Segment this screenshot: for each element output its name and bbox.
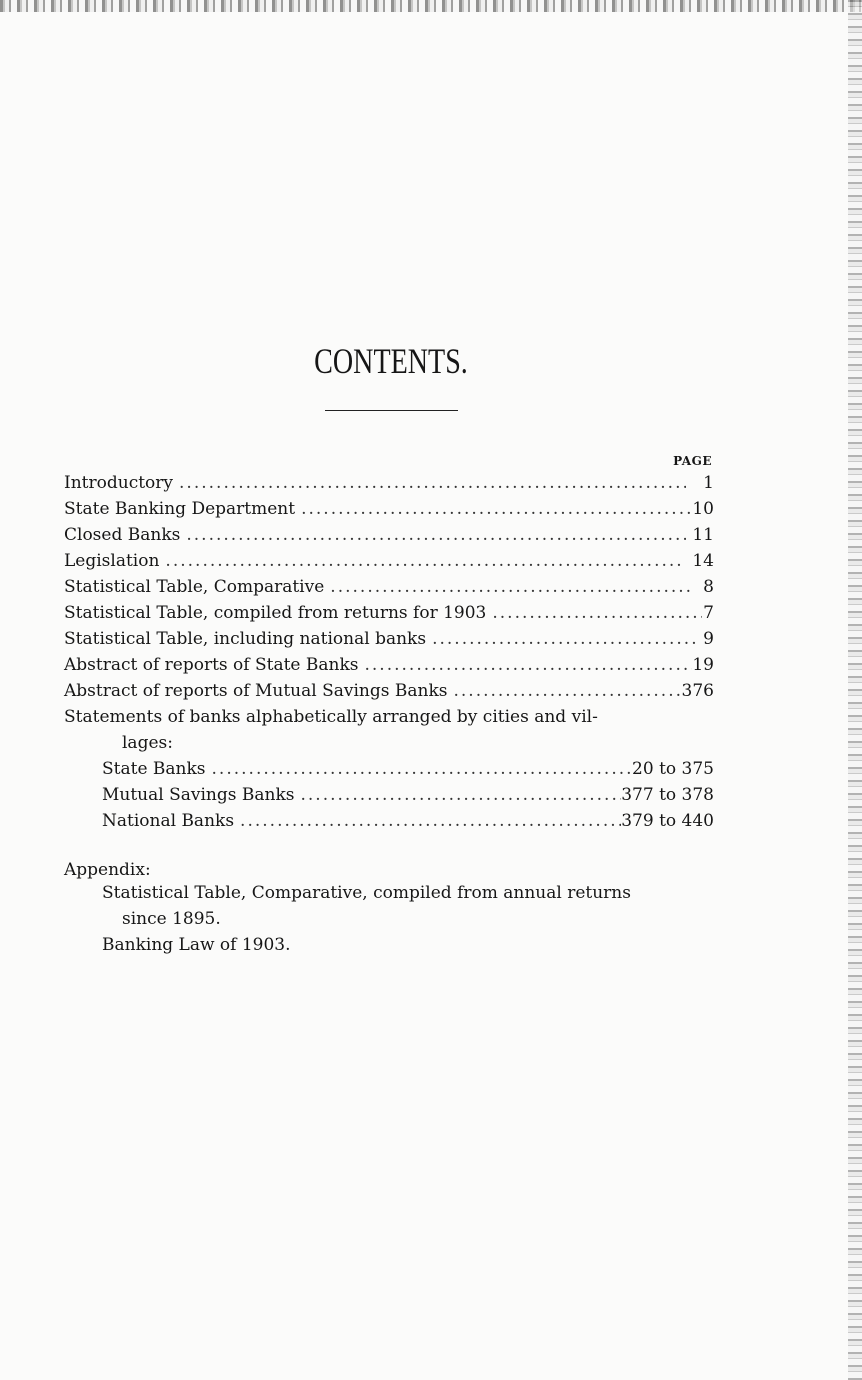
toc-subentry bbox=[64, 782, 714, 808]
dot-leader bbox=[330, 574, 693, 600]
dot-leader bbox=[301, 496, 692, 522]
appendix-heading: Appendix: bbox=[64, 860, 151, 880]
toc-entry-label: Legislation bbox=[64, 551, 160, 571]
toc-entry-page: 10 bbox=[692, 499, 714, 519]
toc-entry-page: 14 bbox=[692, 551, 714, 571]
toc-entry-page-range: 20 to 375 bbox=[632, 759, 714, 779]
dot-leader bbox=[365, 652, 693, 678]
toc-entry-label: Introductory bbox=[64, 473, 174, 493]
toc-entry-page: 9 bbox=[703, 629, 714, 649]
toc-entry-page: 376 bbox=[681, 681, 714, 701]
toc-entry-label: National Banks bbox=[102, 811, 235, 831]
appendix-item-continuation: since 1895. bbox=[122, 909, 221, 929]
toc-entry-page-range: 377 to 378 bbox=[621, 785, 714, 805]
toc-entry-page: 7 bbox=[703, 603, 714, 623]
toc-entry bbox=[64, 626, 714, 652]
toc-entry-page: 8 bbox=[703, 577, 714, 597]
toc-entry bbox=[64, 522, 714, 548]
scanned-right-edge bbox=[848, 0, 862, 1380]
toc-entry bbox=[64, 600, 714, 626]
toc-entry-page: 1 bbox=[703, 473, 714, 493]
toc-subentry bbox=[64, 756, 714, 782]
dot-leader bbox=[212, 756, 633, 782]
toc-entry bbox=[64, 548, 714, 574]
appendix-section bbox=[64, 860, 714, 958]
toc-entry bbox=[64, 652, 714, 678]
dot-leader bbox=[165, 548, 684, 574]
dot-leader bbox=[186, 522, 686, 548]
toc-entry-label: Abstract of reports of Mutual Savings Banks bbox=[64, 681, 448, 701]
dot-leader bbox=[240, 808, 621, 834]
toc-entry-label: Statistical Table, compiled from returns for 1903 bbox=[64, 603, 487, 623]
dot-leader bbox=[492, 600, 702, 626]
toc-entry-page-range: 379 to 440 bbox=[621, 811, 714, 831]
appendix-item bbox=[64, 880, 714, 932]
dot-leader bbox=[301, 782, 622, 808]
toc-entry-label: State Banking Department bbox=[64, 499, 296, 519]
appendix-item: Banking Law of 1903. bbox=[102, 935, 291, 955]
toc-entry-label: Statistical Table, Comparative bbox=[64, 577, 325, 597]
toc-entry-label: Closed Banks bbox=[64, 525, 181, 545]
toc-entry-page: 11 bbox=[692, 525, 714, 545]
statements-heading bbox=[64, 704, 714, 756]
toc-entry bbox=[64, 574, 714, 600]
toc-entry bbox=[64, 678, 714, 704]
title-rule bbox=[325, 410, 458, 411]
toc-subentry bbox=[64, 808, 714, 834]
dot-leader bbox=[179, 470, 685, 496]
scanned-top-edge bbox=[0, 0, 862, 12]
toc-entry-label: Abstract of reports of State Banks bbox=[64, 655, 359, 675]
toc-entry-page: 19 bbox=[692, 655, 714, 675]
toc-entry bbox=[64, 496, 714, 522]
toc-entry-label: Statistical Table, including national banks bbox=[64, 629, 427, 649]
page-column-heading: PAGE bbox=[673, 454, 712, 468]
appendix-item-line: Statistical Table, Comparative, compiled from annual returns bbox=[102, 883, 631, 903]
toc-entry-label: Mutual Savings Banks bbox=[102, 785, 295, 805]
dot-leader bbox=[432, 626, 699, 652]
page-title: CONTENTS. bbox=[314, 341, 468, 381]
dot-leader bbox=[453, 678, 681, 704]
statements-heading-continuation: lages: bbox=[122, 733, 173, 753]
contents-list bbox=[64, 470, 714, 958]
statements-heading-line: Statements of banks alphabetically arranged by cities and vil- bbox=[64, 707, 598, 727]
toc-entry-label: State Banks bbox=[102, 759, 206, 779]
toc-entry bbox=[64, 470, 714, 496]
